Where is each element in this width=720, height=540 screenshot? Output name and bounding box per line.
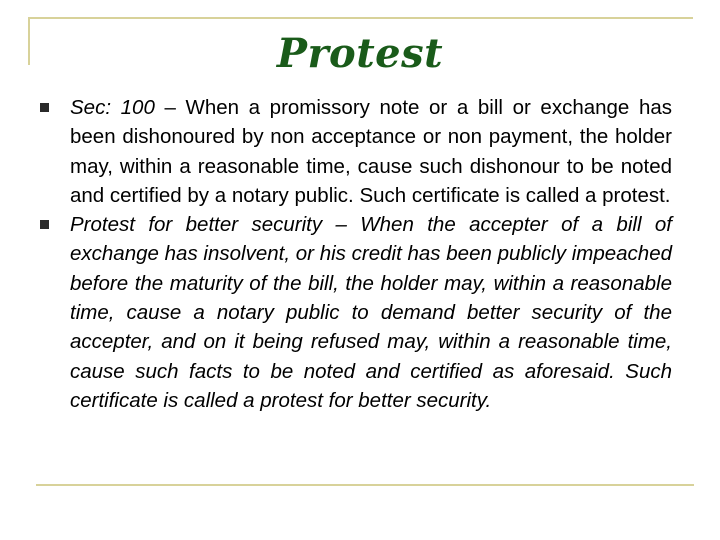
- bullet-text: Protest for better security – When the accepter of a bill of exchange has insolvent, or his credit has been publicly impeached before the maturity of the bill, the holder may, within a reasonable time, cause a notary public to demand better security of the accepter, and on it being refused may, within a reasonable time, cause such facts to be noted and certified as aforesaid. Such certificate is called a protest for better security.: [70, 213, 672, 412]
- bullet-item-better-security: [40, 210, 672, 415]
- slide-frame-bottom-line: [36, 484, 694, 486]
- slide-frame-top-line: [28, 17, 693, 19]
- bullet-lead: Sec: 100: [70, 96, 155, 119]
- slide-title: Protest: [276, 30, 444, 77]
- bullet-list: [40, 93, 672, 415]
- square-bullet-icon: [40, 103, 49, 112]
- bullet-text: – When a promissory note or a bill or exchange has been dishonoured by non acceptance or non payment, the holder may, within a reasonable time, cause such dishonour to be noted and certified by a notary public. Such certificate is called a protest.: [70, 96, 672, 207]
- square-bullet-icon: [40, 220, 49, 229]
- bullet-item-sec-100: [40, 93, 672, 210]
